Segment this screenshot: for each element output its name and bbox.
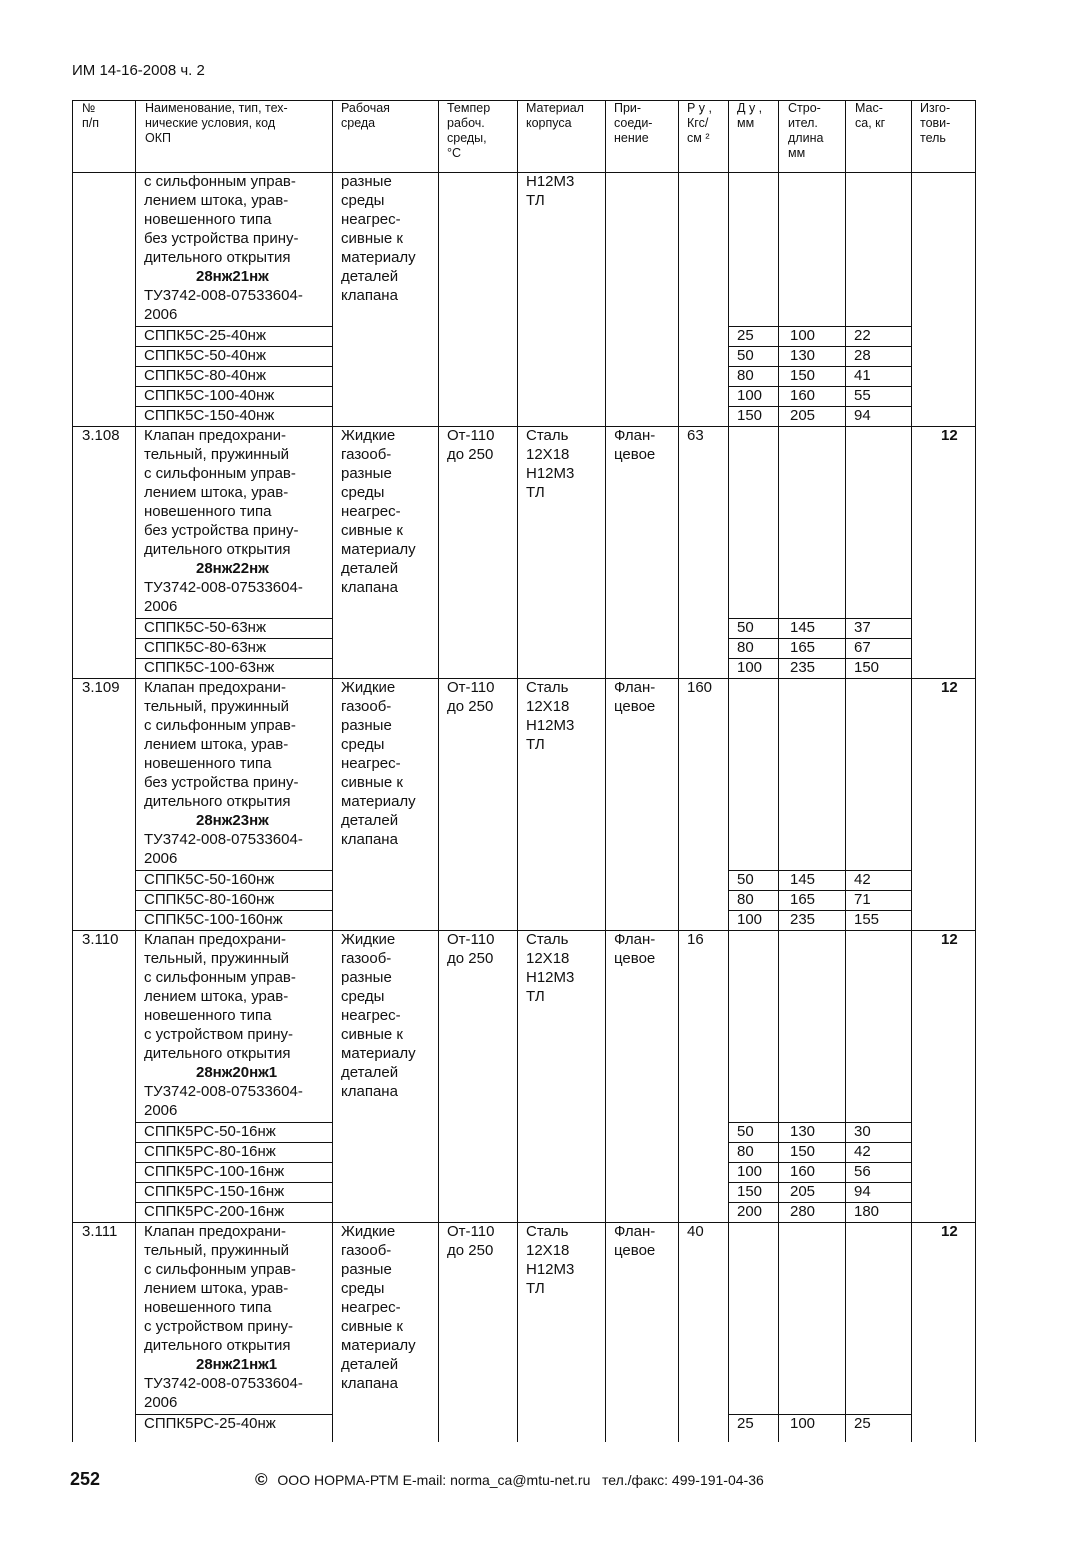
construction-length: 235 (790, 659, 816, 676)
header-medium: Рабочая среда (341, 101, 390, 130)
footer-copyright (255, 1470, 764, 1490)
valve-mark: 28нж21нж (196, 268, 269, 285)
row-number: 3.108 (82, 427, 120, 444)
connection-type: Флан- цевое (614, 427, 656, 463)
nominal-diameter: 50 (737, 619, 754, 636)
mass-value: 22 (854, 327, 871, 344)
header-mass: Мас- са, кг (855, 101, 886, 130)
valve-description (144, 172, 303, 324)
connection-type: Флан- цевое (614, 1223, 656, 1259)
nominal-diameter: 25 (737, 327, 754, 344)
valve-mark: 28нж21нж1 (196, 1356, 278, 1373)
page-number: 252 (70, 1469, 101, 1489)
body-material: Н12М3 ТЛ (526, 173, 575, 209)
valve-spec: ТУ3742-008-07533604- 2006 (144, 579, 303, 615)
valve-description-text: с сильфонным управ- лением штока, урав- новешенного типа без устройства прину- дительного открытия (144, 173, 299, 266)
nominal-diameter: 25 (737, 1415, 754, 1432)
construction-length: 150 (790, 1143, 816, 1160)
manufacturer: 12 (941, 427, 958, 444)
nominal-diameter: 80 (737, 1143, 754, 1160)
nominal-diameter: 80 (737, 639, 754, 656)
model-name: СППК5С-80-40нж (144, 367, 266, 384)
model-name: СППК5РС-25-40нж (144, 1415, 276, 1432)
working-medium: Жидкие газооб- разные среды неагрес- сивные к материалу деталей клапана (341, 931, 416, 1100)
nominal-diameter: 80 (737, 367, 754, 384)
nominal-diameter: 50 (737, 1123, 754, 1140)
construction-length: 235 (790, 911, 816, 928)
nominal-diameter: 200 (737, 1203, 763, 1220)
mass-value: 37 (854, 619, 871, 636)
manufacturer: 12 (941, 1223, 958, 1240)
body-material: Сталь 12Х18 Н12М3 ТЛ (526, 679, 575, 753)
valve-mark: 28нж23нж (196, 812, 269, 829)
construction-length: 150 (790, 367, 816, 384)
mass-value: 28 (854, 347, 871, 364)
table-row (72, 678, 975, 930)
mass-value: 55 (854, 387, 871, 404)
construction-length: 130 (790, 1123, 816, 1140)
model-name: СППК5С-80-63нж (144, 639, 266, 656)
model-name: СППК5С-150-40нж (144, 407, 275, 424)
temperature: От-110 до 250 (447, 427, 495, 463)
table-row (72, 172, 975, 426)
body-material: Сталь 12Х18 Н12М3 ТЛ (526, 427, 575, 501)
construction-length: 100 (790, 327, 816, 344)
valve-mark: 28нж22нж (196, 560, 269, 577)
row-number: 3.111 (82, 1223, 118, 1240)
header-material: Материал корпуса (526, 101, 584, 130)
nominal-pressure: 63 (687, 427, 704, 444)
valve-description-text: Клапан предохрани- тельный, пружинный с сильфонным управ- лением штока, урав- новешенного типа без устройства прину- дительного открытия (144, 427, 299, 558)
valve-description (144, 1222, 303, 1412)
valve-spec: ТУ3742-008-07533604- 2006 (144, 831, 303, 867)
valve-spec: ТУ3742-008-07533604- 2006 (144, 1083, 303, 1119)
footer-company: ООО НОРМА-РТМ (277, 1472, 399, 1488)
construction-length: 100 (790, 1415, 816, 1432)
model-name: СППК5С-50-40нж (144, 347, 266, 364)
mass-value: 155 (854, 911, 880, 928)
mass-value: 42 (854, 1143, 871, 1160)
valve-spec: ТУ3742-008-07533604- 2006 (144, 1375, 303, 1411)
construction-length: 130 (790, 347, 816, 364)
model-name: СППК5С-25-40нж (144, 327, 266, 344)
valve-table (72, 100, 975, 1442)
construction-length: 165 (790, 639, 816, 656)
manufacturer: 12 (941, 931, 958, 948)
valve-description-text: Клапан предохрани- тельный, пружинный с сильфонным управ- лением штока, урав- новешенного типа без устройства прину- дительного открытия (144, 679, 299, 810)
connection-type: Флан- цевое (614, 931, 656, 967)
mass-value: 67 (854, 639, 871, 656)
construction-length: 205 (790, 1183, 816, 1200)
model-name: СППК5С-100-40нж (144, 387, 275, 404)
table-header (72, 100, 975, 172)
mass-value: 71 (854, 891, 871, 908)
working-medium: Жидкие газооб- разные среды неагрес- сивные к материалу деталей клапана (341, 679, 416, 848)
valve-description-text: Клапан предохрани- тельный, пружинный с сильфонным управ- лением штока, урав- новешенного типа с устройством прину- дительного открытия (144, 931, 296, 1062)
table-row (72, 1222, 975, 1434)
valve-description (144, 930, 303, 1120)
model-name: СППК5С-80-160нж (144, 891, 275, 908)
model-name: СППК5РС-200-16нж (144, 1203, 285, 1220)
table-continuation (72, 1434, 975, 1442)
construction-length: 145 (790, 619, 816, 636)
document-code: ИМ 14-16-2008 ч. 2 (72, 62, 205, 79)
working-medium: Жидкие газооб- разные среды неагрес- сивные к материалу деталей клапана (341, 1223, 416, 1392)
mass-value: 94 (854, 1183, 871, 1200)
temperature: От-110 до 250 (447, 679, 495, 715)
valve-description (144, 678, 303, 868)
model-name: СППК5РС-100-16нж (144, 1163, 285, 1180)
working-medium: разные среды неагрес- сивные к материалу деталей клапана (341, 173, 416, 304)
nominal-diameter: 100 (737, 659, 763, 676)
valve-description-text: Клапан предохрани- тельный, пружинный с сильфонным управ- лением штока, урав- новешенного типа с устройством прину- дительного открытия (144, 1223, 296, 1354)
model-name: СППК5С-50-63нж (144, 619, 266, 636)
row-number: 3.110 (82, 931, 119, 948)
header-num: № п/п (82, 101, 100, 130)
copyright-icon: © (255, 1470, 268, 1489)
table-row (72, 930, 975, 1222)
valve-mark: 28нж20нж1 (196, 1064, 278, 1081)
mass-value: 25 (854, 1415, 871, 1432)
body-material: Сталь 12Х18 Н12М3 ТЛ (526, 1223, 575, 1297)
model-name: СППК5С-100-63нж (144, 659, 275, 676)
mass-value: 42 (854, 871, 871, 888)
model-name: СППК5РС-80-16нж (144, 1143, 276, 1160)
footer-phone: тел./факс: 499-191-04-36 (602, 1472, 764, 1488)
construction-length: 165 (790, 891, 816, 908)
temperature: От-110 до 250 (447, 1223, 495, 1259)
nominal-diameter: 150 (737, 1183, 763, 1200)
construction-length: 160 (790, 1163, 816, 1180)
construction-length: 160 (790, 387, 816, 404)
nominal-diameter: 50 (737, 347, 754, 364)
working-medium: Жидкие газооб- разные среды неагрес- сивные к материалу деталей клапана (341, 427, 416, 596)
mass-value: 41 (854, 367, 871, 384)
mass-value: 30 (854, 1123, 871, 1140)
valve-description (144, 426, 303, 616)
header-maker: Изго- тови- тель (920, 101, 951, 145)
header-length: Стро- ител. длина мм (788, 101, 824, 160)
header-pressure: Р у , Кгс/ см ² (687, 101, 713, 145)
model-name: СППК5С-100-160нж (144, 911, 283, 928)
nominal-diameter: 100 (737, 1163, 763, 1180)
table-row (72, 426, 975, 678)
header-name: Наименование, тип, тех- нические условия, код ОКП (145, 101, 288, 145)
nominal-diameter: 100 (737, 387, 763, 404)
body-material: Сталь 12Х18 Н12М3 ТЛ (526, 931, 575, 1005)
nominal-diameter: 50 (737, 871, 754, 888)
header-temperature: Темпер рабоч. среды, °С (447, 101, 491, 160)
construction-length: 280 (790, 1203, 816, 1220)
model-name: СППК5С-50-160нж (144, 871, 275, 888)
mass-value: 180 (854, 1203, 880, 1220)
nominal-pressure: 40 (687, 1223, 704, 1240)
temperature: От-110 до 250 (447, 931, 495, 967)
row-number: 3.109 (82, 679, 120, 696)
model-name: СППК5РС-50-16нж (144, 1123, 276, 1140)
connection-type: Флан- цевое (614, 679, 656, 715)
header-connection: При- соеди- нение (614, 101, 653, 145)
header-diameter: Д у , мм (737, 101, 763, 130)
nominal-pressure: 16 (687, 931, 704, 948)
nominal-diameter: 80 (737, 891, 754, 908)
mass-value: 56 (854, 1163, 871, 1180)
valve-spec: ТУ3742-008-07533604- 2006 (144, 287, 303, 323)
footer-email[interactable]: E-mail: norma_ca@mtu-net.ru (402, 1472, 591, 1488)
model-name: СППК5РС-150-16нж (144, 1183, 285, 1200)
nominal-pressure: 160 (687, 679, 713, 696)
mass-value: 94 (854, 407, 871, 424)
manufacturer: 12 (941, 679, 958, 696)
construction-length: 145 (790, 871, 816, 888)
nominal-diameter: 100 (737, 911, 763, 928)
nominal-diameter: 150 (737, 407, 763, 424)
mass-value: 150 (854, 659, 880, 676)
construction-length: 205 (790, 407, 816, 424)
